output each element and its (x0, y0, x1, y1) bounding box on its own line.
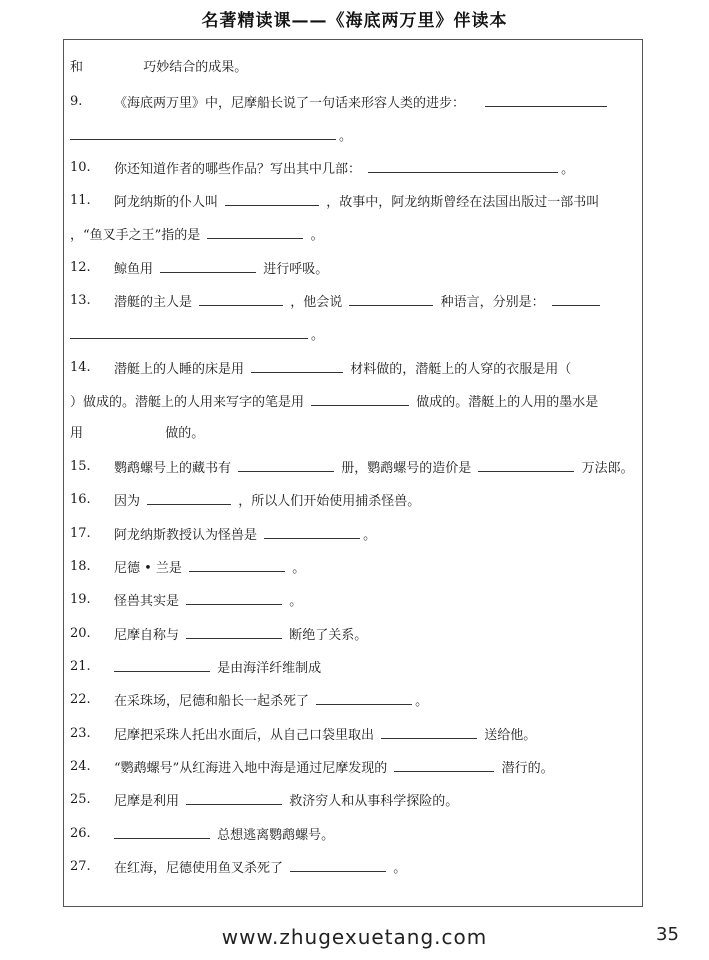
question-20 (70, 624, 636, 644)
question-text: 材料做的，潜艇上的人穿的衣服是用（ (350, 362, 572, 377)
question-25 (70, 790, 636, 810)
question-text: ）做成的。潜艇上的人用来写字的笔是用 (70, 395, 305, 410)
question-text: 做成的。潜艇上的人用的墨水是 (416, 395, 599, 410)
question-number: 20. (70, 626, 91, 641)
answer-blank[interactable] (114, 824, 210, 839)
question-text: 进行呼吸。 (263, 262, 329, 277)
question-21 (70, 657, 636, 677)
answer-blank[interactable] (114, 657, 210, 672)
answer-blank[interactable] (316, 690, 412, 705)
question-13-continued: 。 (70, 324, 636, 344)
question-27: 27. 在红海，尼德使用鱼叉杀死了 。 (70, 859, 407, 876)
answer-blank[interactable] (311, 391, 409, 406)
answer-blank[interactable] (485, 92, 607, 107)
question-text: 总想逃离鹦鹉螺号。 (217, 828, 335, 843)
question-13 (70, 291, 636, 311)
question-text: 尼摩自称与 (114, 628, 180, 643)
question-24 (70, 757, 636, 777)
question-23 (70, 724, 636, 744)
question-number: 14. (70, 360, 91, 375)
answer-blank[interactable] (70, 324, 308, 339)
answer-blank[interactable] (349, 291, 433, 306)
question-text: 潜行的。 (501, 761, 554, 776)
question-number: 17. (70, 526, 91, 541)
question-text: 在采珠场，尼德和船长一起杀死了 (114, 694, 310, 709)
question-text: 送给他。 (484, 728, 537, 743)
question-text: 鹦鹉螺号上的藏书有 (114, 461, 232, 476)
continuation-line (70, 58, 636, 78)
question-26 (70, 824, 636, 844)
question-frame (63, 39, 643, 907)
answer-blank[interactable] (147, 490, 231, 505)
question-number: 23. (70, 726, 91, 741)
line-text: 巧妙结合的成果。 (143, 60, 248, 75)
answer-blank[interactable] (225, 191, 319, 206)
answer-blank[interactable] (186, 590, 282, 605)
question-text: ，“鱼叉手之王”指的是 (70, 228, 201, 243)
question-text: 在红海，尼德使用鱼叉杀死了 (114, 861, 284, 876)
question-text: 鲸鱼用 (114, 262, 154, 277)
question-text: 尼德 • 兰是 (114, 561, 182, 576)
question-text: 怪兽其实是 (114, 594, 180, 609)
question-text: 种语言，分别是： (440, 295, 545, 310)
question-text: 潜艇上的人睡的床是用 (114, 362, 245, 377)
question-text: “鹦鹉螺号”从红海进入地中海是通过尼摩发现的 (114, 761, 388, 776)
question-number: 24. (70, 759, 91, 774)
answer-blank[interactable] (251, 358, 343, 373)
page-number: 35 (656, 924, 679, 945)
question-text: 万法郎。 (581, 461, 634, 476)
answer-blank[interactable] (207, 224, 303, 239)
answer-blank[interactable] (552, 291, 600, 306)
answer-blank[interactable] (160, 258, 256, 273)
question-text: 是由海洋纤维制成 (217, 661, 322, 676)
answer-blank[interactable] (264, 524, 360, 539)
question-11 (70, 191, 636, 211)
question-text: 断绝了关系。 (289, 628, 368, 643)
question-number: 13. (70, 293, 91, 308)
question-14 (70, 358, 636, 378)
answer-blank[interactable] (189, 557, 285, 572)
question-16 (70, 490, 636, 510)
question-text: ，所以人们开始使用捕杀怪兽。 (238, 494, 421, 509)
question-text: 做的。 (165, 426, 205, 441)
footer-url: www.zhugexuetang.com (221, 925, 488, 949)
answer-blank[interactable] (186, 624, 282, 639)
question-18: 18. 尼德 • 兰是 。 (70, 559, 306, 576)
answer-blank[interactable] (478, 457, 574, 472)
question-9-continued: 。 (70, 125, 636, 145)
question-text: 潜艇的主人是 (114, 295, 193, 310)
answer-blank[interactable] (368, 158, 558, 173)
question-text: 《海底两万里》中，尼摩船长说了一句话来形容人类的进步： (114, 96, 466, 111)
answer-blank[interactable] (381, 724, 477, 739)
question-text: 用 (70, 426, 84, 441)
answer-blank[interactable] (290, 857, 386, 872)
question-number: 19. (70, 592, 91, 607)
page-header-title: 名著精读课——《海底两万里》伴读本 (201, 11, 508, 31)
question-text: 阿龙纳斯的仆人叫 (114, 195, 219, 210)
question-17: 17. 阿龙纳斯教授认为怪兽是 。 (70, 526, 377, 543)
answer-blank[interactable] (394, 757, 494, 772)
question-text: 尼摩把采珠人托出水面后，从自己口袋里取出 (114, 728, 375, 743)
question-number: 16. (70, 492, 91, 507)
question-number: 21. (70, 659, 91, 674)
question-number: 12. (70, 260, 91, 275)
answer-blank[interactable] (238, 457, 334, 472)
question-number: 10. (70, 160, 91, 175)
answer-blank[interactable] (186, 790, 282, 805)
question-text: 阿龙纳斯教授认为怪兽是 (114, 528, 258, 543)
question-number: 22. (70, 692, 91, 707)
question-number: 25. (70, 792, 91, 807)
question-number: 18. (70, 559, 91, 574)
question-text: ，他会说 (290, 295, 343, 310)
question-number: 27. (70, 859, 91, 874)
answer-blank[interactable] (199, 291, 283, 306)
question-10: 10. 你还知道作者的哪些作品？写出其中几部： 。 (70, 160, 575, 177)
question-text: ，故事中，阿龙纳斯曾经在法国出版过一部书叫 (326, 195, 600, 210)
question-12 (70, 258, 636, 278)
question-number: 11. (70, 193, 91, 208)
question-22: 22. 在采珠场，尼德和船长一起杀死了 。 (70, 692, 429, 709)
question-number: 9. (70, 94, 83, 109)
question-text: 册，鹦鹉螺号的造价是 (341, 461, 472, 476)
question-15 (70, 457, 636, 477)
question-text: 救济穷人和从事科学探险的。 (289, 794, 459, 809)
question-19: 19. 怪兽其实是 。 (70, 592, 303, 609)
answer-blank[interactable] (70, 125, 336, 140)
question-14-continued (70, 391, 636, 411)
question-9 (70, 92, 636, 112)
question-11-continued: ，“鱼叉手之王”指的是 。 (70, 224, 636, 244)
question-14-continued-2 (70, 424, 636, 444)
question-number: 26. (70, 826, 91, 841)
question-text: 你还知道作者的哪些作品？写出其中几部： (114, 162, 362, 177)
question-text: 尼摩是利用 (114, 794, 180, 809)
question-number: 15. (70, 459, 91, 474)
line-text: 和 (70, 60, 84, 75)
question-text: 因为 (114, 494, 141, 509)
